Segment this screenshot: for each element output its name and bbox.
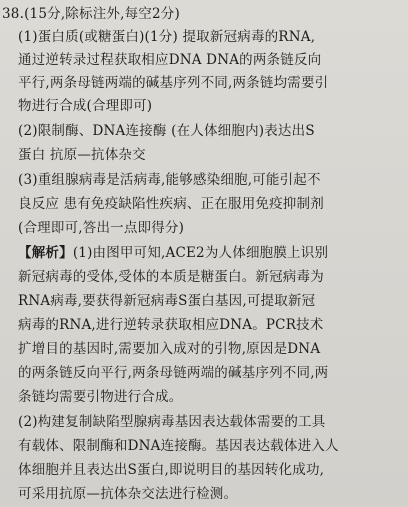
analysis-line-9: 有载体、限制酶和DNA连接酶。基因表达载体进入人 bbox=[18, 438, 339, 454]
answer-line-4: 物进行合成(合理即可) bbox=[18, 98, 153, 114]
answer-line-6: 蛋白 抗原—抗体杂交 bbox=[18, 147, 146, 163]
question-header: 38.(15分,除标注外,每空2分) bbox=[2, 6, 180, 22]
answer-line-7: (3)重组腺病毒是活病毒,能够感染细胞,可能引起不 bbox=[18, 172, 321, 188]
analysis-line-11: 可采用抗原—抗体杂交法进行检测。 bbox=[18, 486, 238, 502]
analysis-text-1: (1)由图甲可知,ACE2为人体细胞膜上识别 bbox=[72, 245, 329, 261]
analysis-label: 解析 bbox=[31, 245, 60, 261]
analysis-line-8: (2)构建复制缺陷型腺病毒基因表达载体需要的工具 bbox=[18, 414, 326, 430]
answer-line-3: 平行,两条母链两端的碱基序列不同,两条链均需要引 bbox=[18, 75, 329, 91]
answer-line-9: (合理即可,答出一点即得分) bbox=[18, 220, 185, 236]
analysis-line-1: 【解析】(1)由图甲可知,ACE2为人体细胞膜上识别 bbox=[18, 245, 329, 261]
answer-line-8: 良反应 患有免疫缺陷性疾病、正在服用免疫抑制剂 bbox=[18, 196, 324, 212]
analysis-line-10: 体细胞并且表达出S蛋白,即说明目的基因转化成功, bbox=[18, 462, 325, 478]
analysis-line-3: RNA病毒,要获得新冠病毒S蛋白基因,可提取新冠 bbox=[18, 293, 316, 309]
answer-line-1: (1)蛋白质(或糖蛋白)(1分) 提取新冠病毒的RNA, bbox=[18, 29, 316, 45]
analysis-line-5: 扩增目的基因时,需要加入成对的引物,原因是DNA bbox=[18, 341, 321, 357]
analysis-line-2: 新冠病毒的受体,受体的本质是糖蛋白。新冠病毒为 bbox=[18, 269, 324, 285]
analysis-line-4: 病毒的RNA,进行逆转录获取相应DNA。PCR技术 bbox=[18, 317, 324, 333]
answer-line-2: 通过逆转录过程获取相应DNA DNA的两条链反向 bbox=[18, 52, 322, 68]
analysis-line-6: 的两条链反向平行,两条母链两端的碱基序列不同,两 bbox=[18, 365, 329, 381]
analysis-line-7: 条链均需要引物进行合成。 bbox=[18, 389, 183, 405]
answer-line-5: (2)限制酶、DNA连接酶 (在人体细胞内)表达出S bbox=[18, 123, 315, 139]
